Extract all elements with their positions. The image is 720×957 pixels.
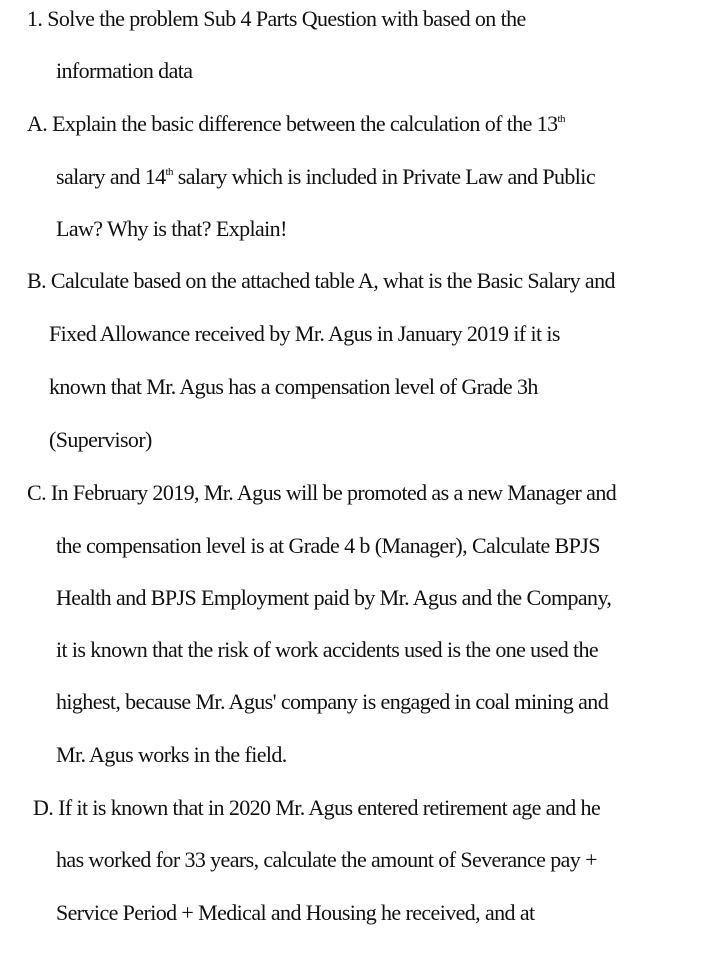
- question-c-line-2: the compensation level is at Grade 4 b (Manager), Calculate BPJS: [56, 533, 600, 558]
- question-c-line-3: Health and BPJS Employment paid by Mr. Agus and the Company,: [56, 585, 612, 610]
- question-1-line-2: information data: [56, 58, 193, 83]
- question-a-line-1: [27, 111, 565, 137]
- question-c-line-1: C. In February 2019, Mr. Agus will be promoted as a new Manager and: [27, 480, 617, 505]
- question-a-line-2-text: salary and 14: [56, 164, 166, 189]
- question-d-line-2: has worked for 33 years, calculate the amount of Severance pay +: [56, 847, 597, 872]
- question-a-line-2: [56, 164, 595, 190]
- question-a-line-2-rest: salary which is included in Private Law and Public: [172, 164, 595, 189]
- question-b-line-1: B. Calculate based on the attached table A, what is the Basic Salary and: [27, 268, 615, 293]
- question-b-line-2: Fixed Allowance received by Mr. Agus in January 2019 if it is: [49, 321, 560, 346]
- question-c-line-6: Mr. Agus works in the field.: [56, 742, 287, 767]
- question-1-line-1: 1. Solve the problem Sub 4 Parts Question with based on the: [27, 6, 526, 31]
- question-d-line-1: D. If it is known that in 2020 Mr. Agus entered retirement age and he: [33, 795, 601, 820]
- question-c-line-4: it is known that the risk of work accidents used is the one used the: [56, 637, 599, 662]
- question-b-line-3: known that Mr. Agus has a compensation level of Grade 3h: [49, 374, 538, 399]
- ordinal-suffix: th: [557, 113, 565, 125]
- question-a-line-3: Law? Why is that? Explain!: [56, 216, 287, 241]
- question-a-line-1-text: A. Explain the basic difference between the calculation of the 13: [27, 111, 558, 136]
- question-d-line-3: Service Period + Medical and Housing he received, and at: [56, 900, 535, 925]
- ordinal-suffix: th: [165, 166, 173, 178]
- question-c-line-5: highest, because Mr. Agus' company is engaged in coal mining and: [56, 689, 609, 714]
- question-b-line-4: (Supervisor): [49, 427, 152, 452]
